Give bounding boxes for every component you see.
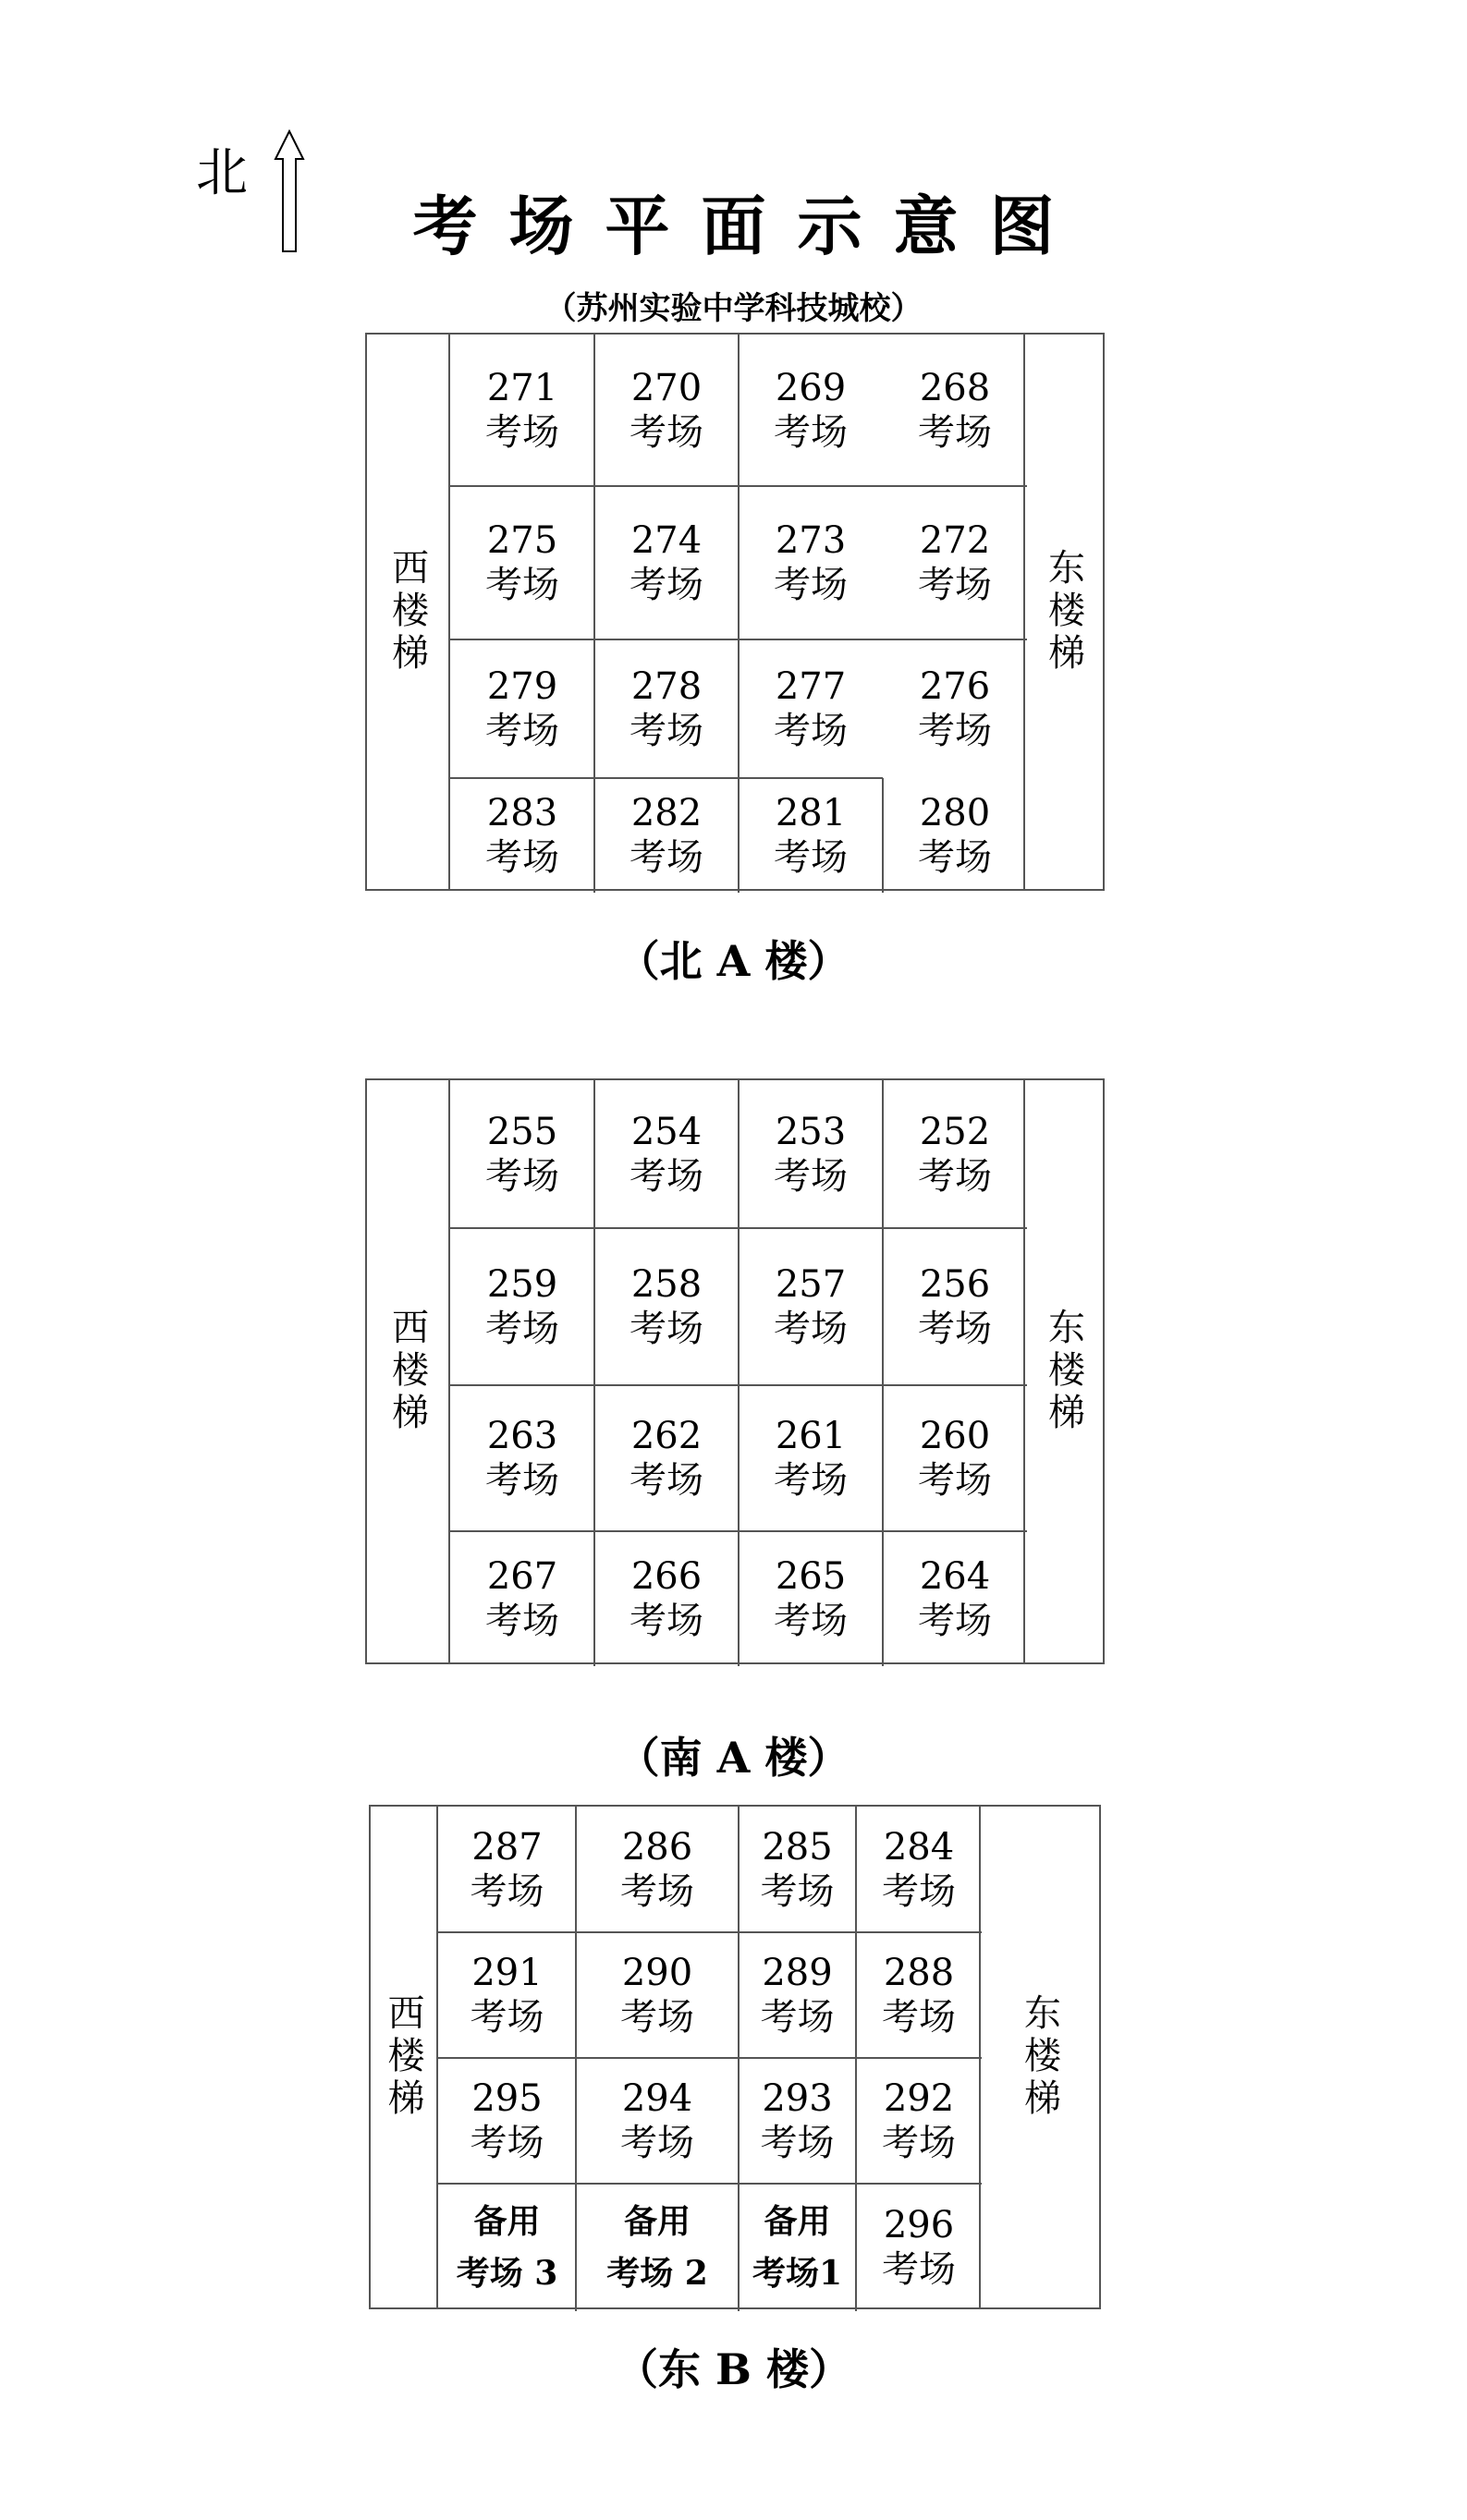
room-number: 290 — [621, 1952, 693, 1994]
room-number: 281 — [775, 792, 847, 834]
room-label: 考场 — [760, 1870, 835, 1913]
exam-room — [856, 2184, 982, 2311]
room-number: 285 — [762, 1826, 833, 1869]
room-number: 274 — [630, 519, 703, 562]
exam-room — [576, 2184, 739, 2311]
room-label: 考场 — [630, 710, 703, 752]
room-label: 考场 — [485, 1600, 559, 1642]
exam-room — [883, 1531, 1027, 1666]
exam-room — [438, 2058, 576, 2184]
room-label: 考场 — [485, 1308, 559, 1350]
exam-room — [883, 639, 1027, 778]
building-caption: （南 A 楼） — [617, 1733, 850, 1783]
wall-line — [738, 1807, 740, 2311]
room-label: 考场 — [882, 2248, 956, 2291]
exam-room — [739, 1531, 883, 1666]
room-number: 263 — [486, 1415, 558, 1457]
room-number: 264 — [919, 1555, 991, 1598]
east-stairs: 东楼梯 — [1023, 335, 1103, 889]
room-label: 考场 — [630, 1155, 703, 1198]
room-number: 296 — [883, 2204, 955, 2246]
room-number: 276 — [919, 665, 991, 708]
exam-room — [594, 335, 739, 486]
room-number: 280 — [919, 792, 991, 834]
east-stairs: 东楼梯 — [979, 1807, 1099, 2307]
room-label: 考场 — [882, 2122, 956, 2164]
room-number: 275 — [486, 519, 558, 562]
east-stairs: 东楼梯 — [1023, 1080, 1103, 1662]
room-label: 考场 — [774, 836, 848, 879]
exam-room — [450, 1385, 594, 1531]
exam-room — [883, 335, 1027, 486]
exam-room — [594, 778, 739, 893]
wall-line — [882, 778, 884, 893]
north-label: 北 — [196, 143, 248, 203]
room-label: 考场 — [630, 411, 703, 454]
building-east-b — [369, 1805, 1101, 2309]
exam-room — [450, 1080, 594, 1228]
wall-line — [593, 1080, 595, 1666]
room-label: 考场 — [485, 411, 559, 454]
room-label: 考场 — [485, 836, 559, 879]
room-number: 268 — [919, 367, 991, 409]
exam-room — [856, 1932, 982, 2058]
room-label: 考场 — [485, 1155, 559, 1198]
room-number: 267 — [486, 1555, 558, 1598]
wall-line — [438, 1931, 982, 1933]
exam-room — [739, 1080, 883, 1228]
room-label: 考场 — [630, 1308, 703, 1350]
room-number: 255 — [486, 1111, 558, 1153]
exam-room — [883, 1228, 1027, 1385]
room-label: 考场 — [630, 1600, 703, 1642]
exam-room — [594, 1385, 739, 1531]
exam-room — [739, 778, 883, 893]
west-stairs: 西楼梯 — [367, 335, 450, 889]
wall-line — [593, 335, 595, 893]
room-label: 考场 — [918, 1459, 992, 1502]
room-number: 295 — [471, 2077, 543, 2120]
exam-room — [576, 2058, 739, 2184]
exam-room — [856, 1807, 982, 1932]
room-number: 257 — [775, 1263, 847, 1306]
room-label: 考场 — [630, 836, 703, 879]
room-number: 271 — [486, 367, 558, 409]
exam-room — [450, 778, 594, 893]
room-number: 254 — [630, 1111, 703, 1153]
room-label: 考场 — [620, 1870, 694, 1913]
wall-line — [575, 1807, 577, 2311]
room-number: 283 — [486, 792, 558, 834]
room-label: 考场 — [918, 1155, 992, 1198]
room-number: 252 — [919, 1111, 991, 1153]
room-number: 278 — [630, 665, 703, 708]
building-north-a — [365, 333, 1105, 891]
exam-room — [739, 639, 883, 778]
exam-room — [594, 486, 739, 639]
wall-line — [438, 2057, 982, 2059]
exam-room — [739, 1807, 856, 1932]
exam-room — [438, 1932, 576, 2058]
room-number: 备用 — [473, 2202, 541, 2241]
room-label: 考场 — [774, 564, 848, 606]
room-label: 考场 — [470, 2122, 544, 2164]
exam-room — [450, 639, 594, 778]
exam-room — [739, 1228, 883, 1385]
room-number: 266 — [630, 1555, 703, 1598]
room-label: 考场 — [774, 1600, 848, 1642]
room-number: 272 — [919, 519, 991, 562]
page-subtitle: （苏州实验中学科技城校） — [544, 290, 923, 327]
exam-room — [594, 1080, 739, 1228]
exam-room — [739, 335, 883, 486]
room-number: 291 — [471, 1952, 543, 1994]
room-label: 考场 — [918, 564, 992, 606]
west-stairs: 西楼梯 — [367, 1080, 450, 1662]
exam-room — [883, 1080, 1027, 1228]
exam-room — [450, 1531, 594, 1666]
room-number: 286 — [621, 1826, 693, 1869]
room-number: 282 — [630, 792, 703, 834]
room-label: 考场 — [882, 1996, 956, 2039]
room-number: 259 — [486, 1263, 558, 1306]
room-label: 考场 — [918, 411, 992, 454]
building-caption: （北 A 楼） — [617, 936, 850, 986]
exam-room — [739, 2184, 856, 2311]
room-number: 284 — [883, 1826, 955, 1869]
room-label: 考场 — [620, 1996, 694, 2039]
room-label: 考场 — [774, 710, 848, 752]
room-number: 256 — [919, 1263, 991, 1306]
exam-room — [438, 1807, 576, 1932]
wall-line — [882, 1080, 884, 1666]
room-number: 289 — [762, 1952, 833, 1994]
room-label: 考场 — [630, 1459, 703, 1502]
room-number: 292 — [883, 2077, 955, 2120]
exam-room — [883, 1385, 1027, 1531]
room-number: 261 — [775, 1415, 847, 1457]
building-south-a — [365, 1078, 1105, 1664]
exam-room — [883, 778, 1027, 893]
west-stairs: 西楼梯 — [371, 1807, 438, 2307]
room-label: 考场 — [774, 411, 848, 454]
exam-room — [594, 1531, 739, 1666]
room-label: 考场 — [485, 1459, 559, 1502]
room-label: 考场1 — [752, 2254, 843, 2293]
room-label: 考场 2 — [606, 2254, 708, 2293]
page-title: 考场平面示意图 — [412, 188, 1086, 264]
room-label: 考场 — [620, 2122, 694, 2164]
exam-room — [739, 1932, 856, 2058]
room-label: 考场 — [630, 564, 703, 606]
room-number: 277 — [775, 665, 847, 708]
room-number: 270 — [630, 367, 703, 409]
room-label: 考场 — [918, 1600, 992, 1642]
room-label: 考场 — [918, 710, 992, 752]
exam-room — [594, 639, 739, 778]
room-number: 备用 — [623, 2202, 691, 2241]
room-number: 269 — [775, 367, 847, 409]
room-label: 考场 — [485, 710, 559, 752]
exam-room — [450, 1228, 594, 1385]
room-number: 273 — [775, 519, 847, 562]
exam-room — [576, 1807, 739, 1932]
room-label: 考场 — [760, 1996, 835, 2039]
exam-room — [438, 2184, 576, 2311]
room-label: 考场 — [882, 1870, 956, 1913]
room-label: 考场 — [470, 1996, 544, 2039]
room-label: 考场 — [918, 836, 992, 879]
room-label: 考场 — [774, 1155, 848, 1198]
room-number: 265 — [775, 1555, 847, 1598]
room-number: 258 — [630, 1263, 703, 1306]
room-label: 考场 3 — [456, 2254, 558, 2293]
room-label: 考场 — [774, 1308, 848, 1350]
exam-room — [594, 1228, 739, 1385]
wall-line — [738, 1080, 740, 1666]
exam-room — [739, 486, 883, 639]
room-number: 262 — [630, 1415, 703, 1457]
exam-room — [450, 335, 594, 486]
building-caption: （东 B 楼） — [616, 2344, 851, 2394]
room-label: 考场 — [470, 1870, 544, 1913]
room-label: 考场 — [760, 2122, 835, 2164]
wall-line — [450, 777, 883, 779]
room-number: 293 — [762, 2077, 833, 2120]
room-label: 考场 — [485, 564, 559, 606]
room-label: 考场 — [774, 1459, 848, 1502]
exam-room — [883, 486, 1027, 639]
wall-line — [855, 1807, 857, 2311]
room-number: 253 — [775, 1111, 847, 1153]
room-number: 279 — [486, 665, 558, 708]
exam-room — [739, 1385, 883, 1531]
room-number: 288 — [883, 1952, 955, 1994]
wall-line — [438, 2183, 982, 2185]
wall-line — [738, 335, 740, 893]
exam-room — [856, 2058, 982, 2184]
room-number: 备用 — [764, 2202, 831, 2241]
room-number: 294 — [621, 2077, 693, 2120]
exam-room — [450, 486, 594, 639]
exam-room — [576, 1932, 739, 2058]
exam-room — [739, 2058, 856, 2184]
room-number: 260 — [919, 1415, 991, 1457]
room-number: 287 — [471, 1826, 543, 1869]
room-label: 考场 — [918, 1308, 992, 1350]
